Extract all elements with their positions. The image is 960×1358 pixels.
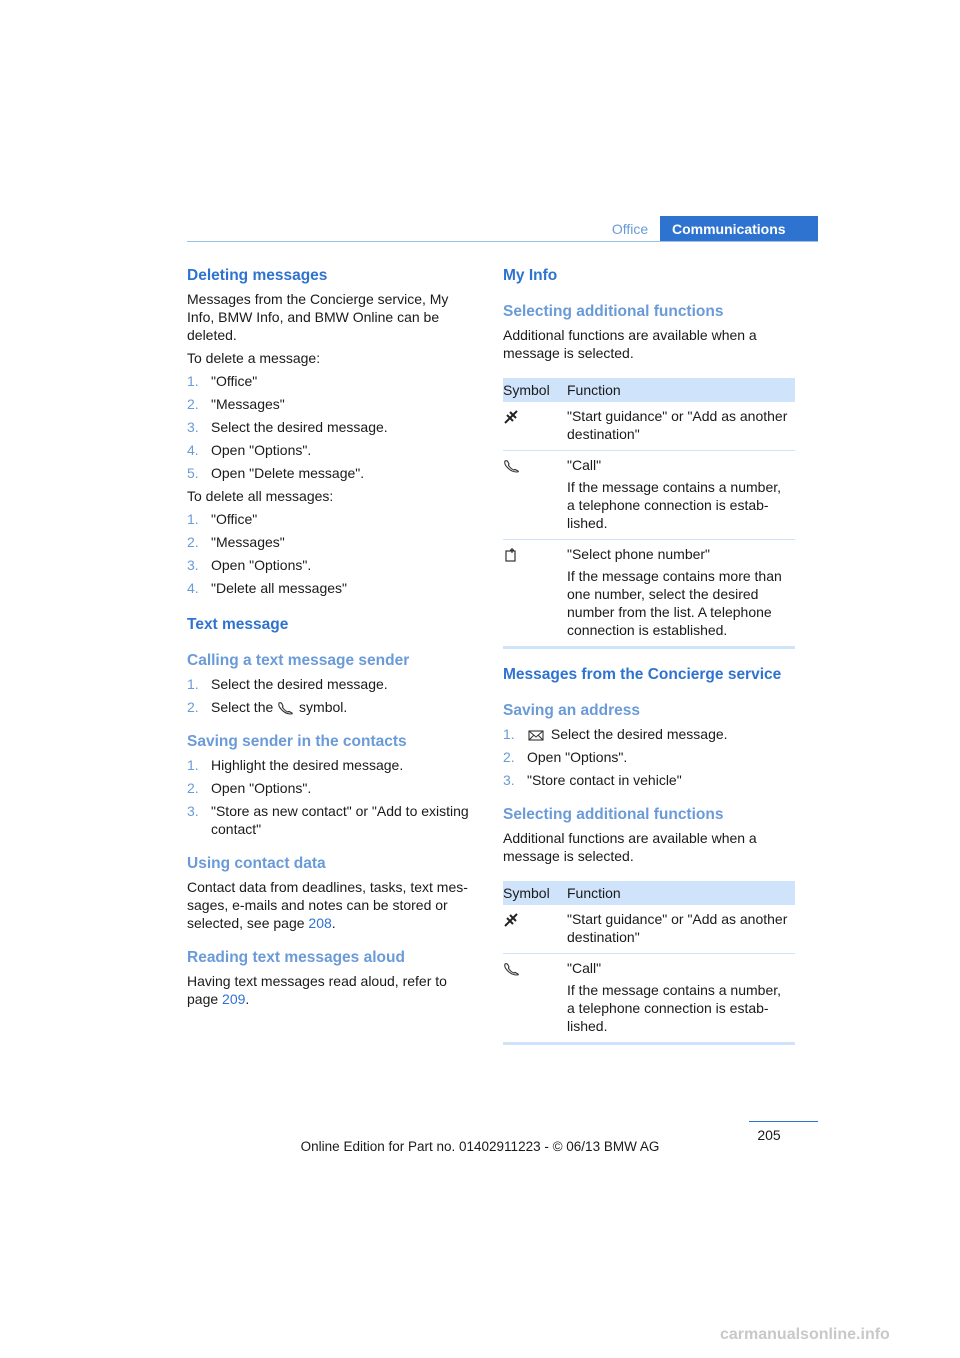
deleting-messages-heading: Deleting messages [187,267,328,284]
phone-handset-icon [277,701,295,715]
header-rule [187,241,818,242]
table-header [503,881,795,905]
page-number-rule [749,1121,818,1122]
table-row: "Call" If the message contains a number, a telephone connection is estab-lished. [503,954,795,1044]
col-function: Function [567,382,621,398]
list-item: 1. "Office" [187,511,258,527]
col-function: Function [567,885,621,901]
saving-address-heading: Saving an address [503,702,640,719]
concierge-heading: Messages from the Concierge service [503,666,782,683]
my-info-symbol-table [503,378,795,649]
my-info-functions-heading: Selecting additional functions [503,303,724,320]
list-item: 1. Highlight the desired message. [187,757,404,773]
watermark: carmanualsonline.info [720,1326,890,1343]
header-section: Office [611,221,649,237]
list-item: 4. Open "Options". [187,442,312,458]
page-link-208[interactable]: 208 [308,915,332,931]
text-message-heading: Text message [187,616,289,633]
table-row: "Select phone number" If the message contains more than one number, select the desired number from the list. A telephone connection is established. [503,540,795,648]
navigation-icon [503,409,519,425]
list-item: 1. Select the desired message. [503,726,728,742]
calling-sender-heading: Calling a text message sender [187,652,410,669]
list-item: 2. "Messages" [187,534,285,550]
contact-data-text: Contact data from deadlines, tasks, text mes-sages, e-mails and notes can be stored or selected, see page 208. [187,879,468,931]
list-item: 3. Open "Options". [187,557,312,573]
delete-single-label: To delete a message: [187,350,321,366]
phone-handset-icon [503,458,521,474]
concierge-symbol-table [503,881,795,1045]
contact-data-heading: Using contact data [187,855,326,872]
concierge-functions-heading: Selecting additional functions [503,806,724,823]
my-info-intro: Additional functions are available when a message is selected. [503,327,757,361]
list-item: 2. Select the symbol. [187,699,348,715]
list-item: 2. Open "Options". [187,780,312,796]
envelope-icon [527,728,547,742]
navigation-icon [503,912,519,928]
page-number: 205 [757,1127,781,1143]
concierge-intro: Additional functions are available when a message is selected. [503,830,757,864]
list-item: 2. "Messages" [187,396,285,412]
list-item: 5. Open "Delete message". [187,465,365,481]
delete-single-steps [187,372,477,482]
list-item: 4. "Delete all messages" [187,580,348,596]
phone-handset-icon [503,961,521,977]
reading-aloud-text: Having text messages read aloud, refer to page 209. [187,973,447,1007]
list-item: 3. "Store contact in vehicle" [503,772,682,788]
list-item: 2. Open "Options". [503,749,628,765]
delete-all-label: To delete all messages: [187,488,334,504]
list-item: 3. "Store as new contact" or "Add to existing contact" [187,803,469,837]
footer-edition: Online Edition for Part no. 01402911223 - © 06/13 BMW AG [300,1139,660,1154]
table-row: "Call" If the message contains a number, a telephone connection is estab-lished. [503,451,795,540]
col-symbol: Symbol [503,885,550,901]
left-column [187,266,477,1008]
table-header [503,378,795,402]
table-row: "Start guidance" or "Add as another destination" [503,905,795,954]
table-row: "Start guidance" or "Add as another destination" [503,402,795,451]
header-chapter: Communications [660,216,818,242]
reading-aloud-heading: Reading text messages aloud [187,949,405,966]
select-number-icon [503,547,519,563]
col-symbol: Symbol [503,382,550,398]
right-column [503,266,795,1045]
my-info-heading: My Info [503,267,558,284]
delete-all-steps [187,510,477,597]
list-item: 1. "Office" [187,373,258,389]
saving-sender-heading: Saving sender in the contacts [187,733,407,750]
list-item: 1. Select the desired message. [187,676,388,692]
page-link-209[interactable]: 209 [222,991,246,1007]
deleting-intro: Messages from the Concierge service, My Info, BMW Info, and BMW Online can be deleted. [187,291,449,343]
list-item: 3. Select the desired message. [187,419,388,435]
